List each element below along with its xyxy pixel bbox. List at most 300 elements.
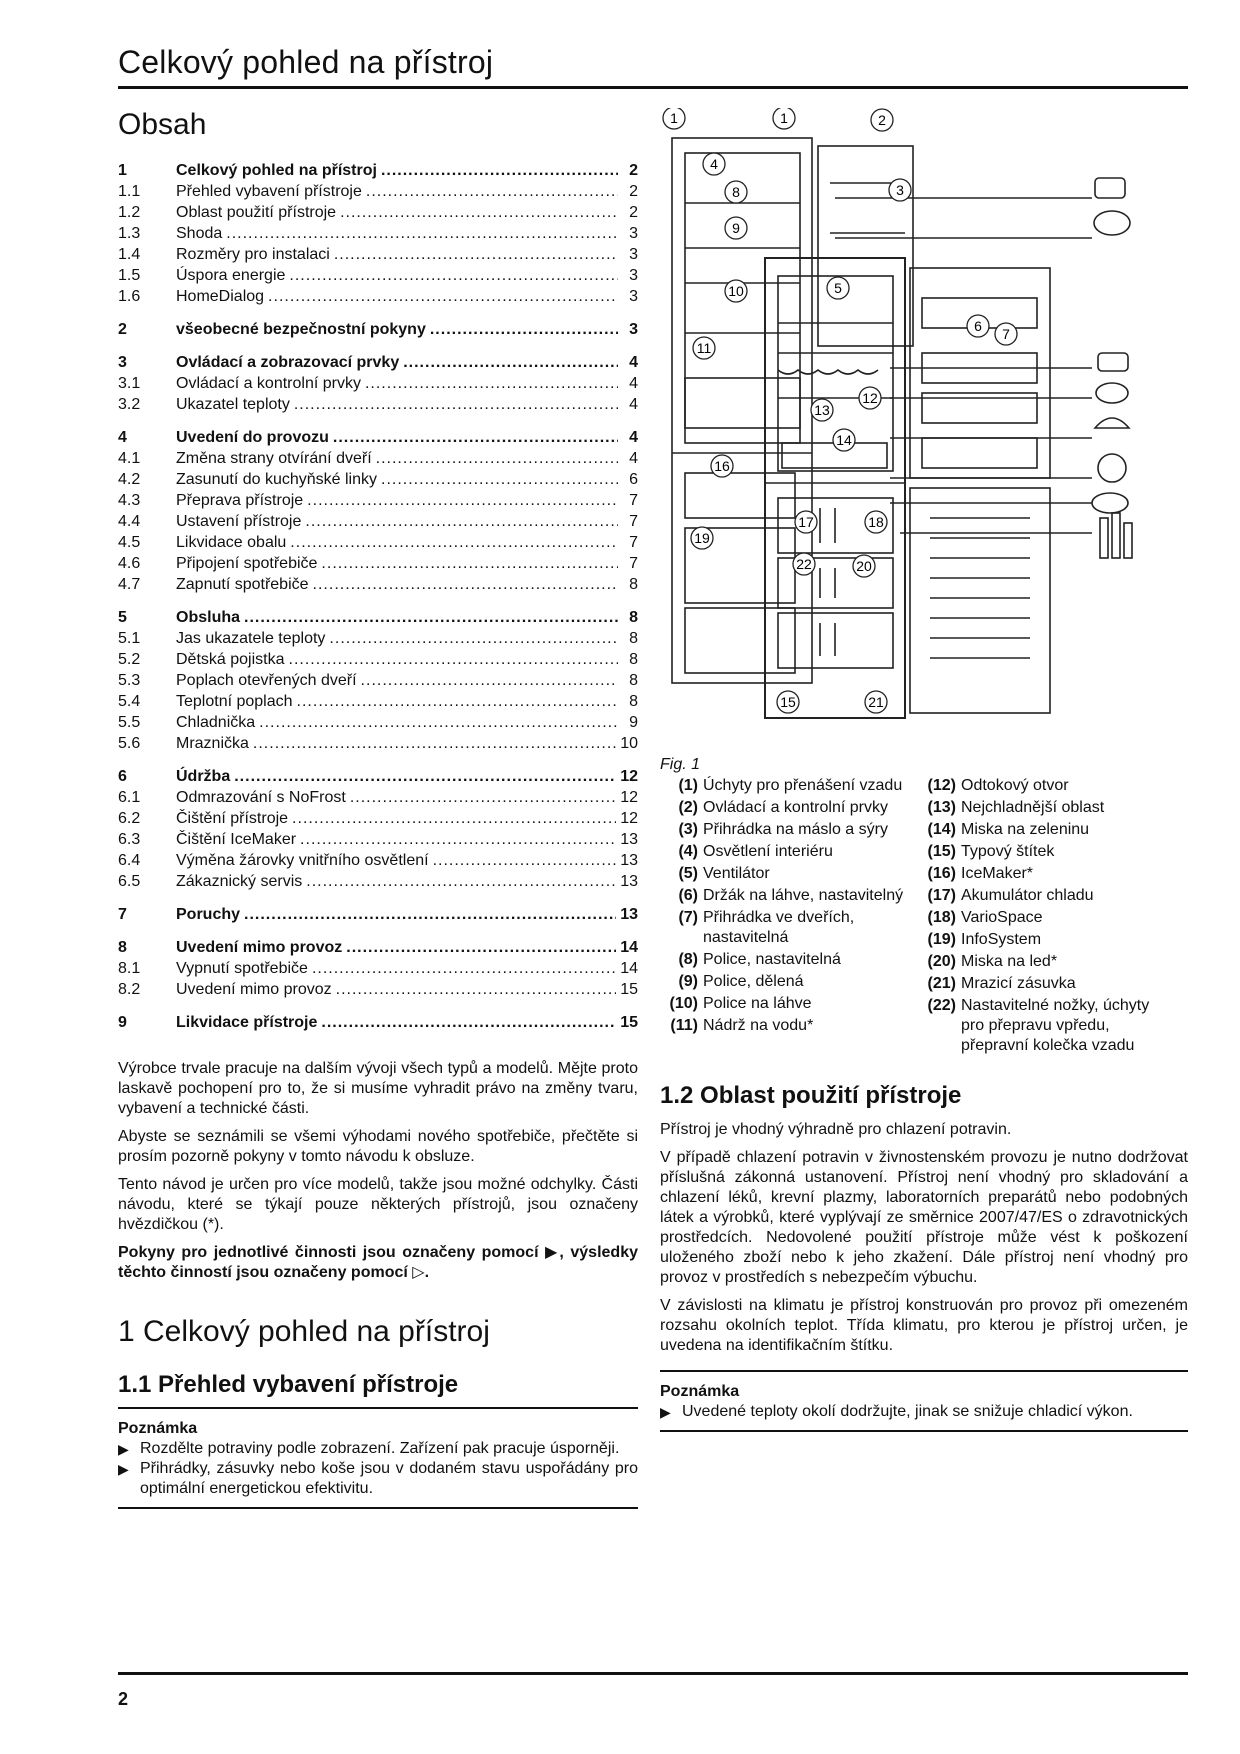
toc-leader-dots — [366, 181, 618, 202]
toc-entry-title: Výměna žárovky vnitřního osvětlení — [176, 852, 429, 869]
toc-leader-dots — [307, 490, 618, 511]
toc-leader-dots — [268, 286, 618, 307]
toc-entry[interactable] — [118, 937, 638, 958]
toc-leader-dots — [313, 574, 618, 595]
toc-entry-title: Přeprava přístroje — [176, 492, 304, 509]
toc-entry-title: Ukazatel teploty — [176, 396, 290, 413]
fridge-figure — [660, 108, 1188, 748]
toc-entry[interactable] — [118, 265, 638, 286]
page-footer — [118, 1672, 1188, 1710]
note-title: Poznámka — [118, 1420, 198, 1437]
section-1-2-heading: 1.2 Oblast použití přístroje — [660, 1082, 962, 1109]
toc-entry-number: 5.3 — [118, 672, 141, 689]
toc-group — [118, 607, 638, 754]
legend-text: Mrazicí zásuvka — [961, 975, 1076, 992]
toc-entry-title: Uvedení mimo provoz — [176, 939, 343, 956]
note-item — [118, 1459, 638, 1499]
toc-entry[interactable] — [118, 373, 638, 394]
legend-number: (15) — [927, 843, 956, 860]
toc-entry[interactable] — [118, 787, 638, 808]
toc-entry[interactable] — [118, 244, 638, 265]
toc-leader-dots — [306, 871, 616, 892]
toc-entry-number: 4.5 — [118, 534, 141, 551]
toc-group — [118, 766, 638, 892]
toc-entry-number: 1.2 — [118, 204, 141, 221]
toc-entry[interactable] — [118, 319, 638, 340]
toc-entry-number: 4.2 — [118, 471, 141, 488]
toc-entry-title: Zákaznický servis — [176, 873, 303, 890]
callout-label: 13 — [814, 402, 830, 418]
arrow-icon: ▶ — [660, 1404, 671, 1420]
left-column — [118, 108, 638, 1509]
toc-entry[interactable] — [118, 469, 638, 490]
legend-right-column — [918, 776, 1176, 1058]
toc-entry-title: Ovládací a zobrazovací prvky — [176, 354, 400, 371]
toc-leader-dots — [289, 265, 618, 286]
toc-entry[interactable] — [118, 352, 638, 373]
toc-entry[interactable] — [118, 979, 638, 1000]
toc-entry-number: 9 — [118, 1014, 127, 1031]
toc-entry-page: 8 — [629, 693, 638, 710]
legend-item — [660, 994, 918, 1014]
toc-group — [118, 1012, 638, 1033]
callout-label: 16 — [714, 458, 730, 474]
callout-label: 6 — [974, 318, 982, 334]
callout-label: 7 — [1002, 326, 1010, 342]
toc-entry-number: 8.2 — [118, 981, 141, 998]
callout-label: 9 — [732, 220, 740, 236]
toc-entry[interactable] — [118, 394, 638, 415]
toc-entry[interactable] — [118, 808, 638, 829]
toc-group — [118, 352, 638, 415]
toc-leader-dots — [300, 829, 616, 850]
note-box — [118, 1419, 638, 1509]
toc-group — [118, 160, 638, 307]
toc-entry-title: Poplach otevřených dveří — [176, 672, 357, 689]
toc-entry-title: Vypnutí spotřebiče — [176, 960, 308, 977]
callout-label: 1 — [670, 110, 678, 126]
toc-entry-number: 5.5 — [118, 714, 141, 731]
legend-number: (2) — [678, 799, 698, 816]
legend-text: Typový štítek — [961, 843, 1055, 860]
toc-entry-number: 5.2 — [118, 651, 141, 668]
toc-entry-title: Chladnička — [176, 714, 256, 731]
toc-entry-page: 4 — [629, 450, 638, 467]
toc-entry-number: 7 — [118, 906, 127, 923]
toc-leader-dots — [259, 712, 618, 733]
toc-leader-dots — [294, 394, 618, 415]
toc-entry-title: Přehled vybavení přístroje — [176, 183, 362, 200]
section-1-1-heading: 1.1 Přehled vybavení přístroje — [118, 1371, 638, 1409]
toc-leader-dots — [253, 733, 616, 754]
toc-entry-page: 4 — [629, 354, 638, 371]
toc-entry-page: 7 — [629, 513, 638, 530]
toc-leader-dots — [305, 511, 618, 532]
legend-text: Přihrádka ve dveřích, nastavitelná — [703, 909, 855, 946]
toc-leader-dots — [336, 979, 617, 1000]
toc-leader-dots — [381, 469, 618, 490]
toc-entry-title: Zasunutí do kuchyňské linky — [176, 471, 377, 488]
toc-leader-dots — [321, 553, 618, 574]
toc-entry-page: 7 — [629, 534, 638, 551]
toc-entry[interactable] — [118, 181, 638, 202]
toc-entry-number: 2 — [118, 321, 127, 338]
toc-leader-dots — [334, 244, 618, 265]
toc-entry-page: 14 — [620, 939, 638, 956]
toc-entry-page: 15 — [620, 1014, 638, 1031]
toc-entry-page: 3 — [629, 321, 638, 338]
legend-item — [918, 842, 1176, 862]
legend-item — [660, 1016, 918, 1036]
legend-number: (9) — [678, 973, 698, 990]
toc-entry[interactable] — [118, 223, 638, 244]
toc-entry[interactable] — [118, 286, 638, 307]
legend-item — [918, 908, 1176, 928]
legend-number: (20) — [927, 953, 956, 970]
callout-label: 8 — [732, 184, 740, 200]
toc-entry-page: 8 — [629, 672, 638, 689]
toc-entry-title: všeobecné bezpečnostní pokyny — [176, 321, 426, 338]
legend-number: (7) — [678, 909, 698, 926]
toc-entry-page: 3 — [629, 246, 638, 263]
right-column — [660, 108, 1188, 1432]
toc-entry[interactable] — [118, 733, 638, 754]
toc-entry-title: Rozměry pro instalaci — [176, 246, 330, 263]
intro-paragraph: Výrobce trvale pracuje na dalším vývoji všech typů a modelů. Mějte proto laskavě pochopení pro to, že si musíme vyhradit právo na změny tvaru, vybavení a technické části. — [118, 1060, 638, 1117]
toc-leader-dots — [289, 649, 619, 670]
legend-number: (4) — [678, 843, 698, 860]
toc-entry-number: 6.4 — [118, 852, 141, 869]
legend-text: Police na láhve — [703, 995, 812, 1012]
callout-label: 5 — [834, 280, 842, 296]
legend-item — [660, 798, 918, 818]
toc-entry[interactable] — [118, 160, 638, 181]
callout-label: 20 — [856, 558, 872, 574]
note-item-text: Přihrádky, zásuvky nebo koše jsou v dodaném stavu uspořádány pro optimální energetickou efektivitu. — [140, 1460, 638, 1497]
legend-text: Úchyty pro přenášení vzadu — [703, 777, 903, 794]
toc-entry-number: 6.5 — [118, 873, 141, 890]
toc-entry-number: 4.1 — [118, 450, 141, 467]
toc-leader-dots — [346, 937, 616, 958]
intro-text — [118, 1059, 638, 1283]
toc-entry-number: 5.4 — [118, 693, 141, 710]
toc-entry-title: Obsluha — [176, 609, 241, 626]
note-box — [660, 1370, 1188, 1432]
toc-entry[interactable] — [118, 670, 638, 691]
callout-label: 12 — [862, 390, 878, 406]
toc-leader-dots — [297, 691, 618, 712]
figure-legend — [660, 776, 1188, 1058]
note-title: Poznámka — [660, 1383, 740, 1400]
page-header — [118, 44, 1188, 89]
toc-leader-dots — [244, 607, 618, 628]
toc-entry-number: 6.1 — [118, 789, 141, 806]
callout-label: 1 — [780, 110, 788, 126]
arrow-icon: ▶ — [118, 1441, 129, 1457]
toc-leader-dots — [350, 787, 616, 808]
toc-entry-title: Likvidace přístroje — [176, 1014, 318, 1031]
toc-entry-number: 3.1 — [118, 375, 141, 392]
legend-text: Ventilátor — [703, 865, 770, 882]
toc-entry-title: Ustavení přístroje — [176, 513, 302, 530]
callout-label: 19 — [694, 530, 710, 546]
legend-number: (18) — [927, 909, 956, 926]
toc-leader-dots — [244, 904, 616, 925]
legend-number: (21) — [927, 975, 956, 992]
toc-entry[interactable] — [118, 766, 638, 787]
legend-item — [918, 776, 1176, 796]
note-item-text: Rozdělte potraviny podle zobrazení. Zařízení pak pracuje úsporněji. — [140, 1440, 620, 1457]
legend-number: (14) — [927, 821, 956, 838]
intro-paragraph: Abyste se seznámili se všemi výhodami nového spotřebiče, přečtěte si prosím pozorně pokyny v tomto návodu k obsluze. — [118, 1128, 638, 1165]
legend-number: (11) — [670, 1017, 698, 1034]
toc-entry-page: 13 — [620, 831, 638, 848]
toc-entry-title: Mraznička — [176, 735, 249, 752]
toc-leader-dots — [226, 223, 618, 244]
toc-entry-number: 6 — [118, 768, 127, 785]
toc-leader-dots — [376, 448, 618, 469]
toc-entry[interactable] — [118, 448, 638, 469]
note-item — [660, 1402, 1188, 1422]
legend-text: IceMaker* — [961, 865, 1034, 882]
toc-entry[interactable] — [118, 871, 638, 892]
toc-entry-number: 4.4 — [118, 513, 141, 530]
toc-entry-page: 8 — [629, 576, 638, 593]
toc-entry-page: 10 — [620, 735, 638, 752]
legend-text: Nádrž na vodu* — [703, 1017, 814, 1034]
toc-entry-title: Změna strany otvírání dveří — [176, 450, 372, 467]
toc-entry-number: 1.5 — [118, 267, 141, 284]
toc-entry[interactable] — [118, 904, 638, 925]
toc-entry[interactable] — [118, 553, 638, 574]
toc-entry-title: Likvidace obalu — [176, 534, 287, 551]
toc-entry[interactable] — [118, 628, 638, 649]
legend-number: (10) — [669, 995, 698, 1012]
note-item — [118, 1439, 638, 1459]
legend-item — [918, 798, 1176, 818]
legend-item — [918, 886, 1176, 906]
legend-number: (12) — [927, 777, 956, 794]
toc-entry-page: 2 — [629, 162, 638, 179]
legend-text: Police, nastavitelná — [703, 951, 841, 968]
toc-entry-page: 9 — [629, 714, 638, 731]
toc-group — [118, 427, 638, 595]
legend-number: (1) — [678, 777, 698, 794]
toc-leader-dots — [290, 532, 618, 553]
toc-entry-title: Uvedení do provozu — [176, 429, 329, 446]
toc-group — [118, 319, 638, 340]
toc-entry-title: Uvedení mimo provoz — [176, 981, 332, 998]
legend-text: Ovládací a kontrolní prvky — [703, 799, 888, 816]
callout-label: 17 — [798, 514, 814, 530]
toc-entry-page: 3 — [629, 288, 638, 305]
toc-entry-number: 4.7 — [118, 576, 141, 593]
legend-item — [660, 776, 918, 796]
toc-entry-title: Údržba — [176, 768, 231, 785]
legend-text: Miska na zeleninu — [961, 821, 1090, 838]
legend-number: (3) — [678, 821, 698, 838]
toc-entry-number: 6.2 — [118, 810, 141, 827]
toc-entry-number: 4.6 — [118, 555, 141, 572]
toc-entry-page: 7 — [629, 492, 638, 509]
legend-item — [918, 996, 1176, 1056]
toc-entry-title: Oblast použití přístroje — [176, 204, 337, 221]
fridge-illustration — [660, 108, 1188, 748]
toc-leader-dots — [292, 808, 616, 829]
toc-entry[interactable] — [118, 712, 638, 733]
toc-entry-number: 8 — [118, 939, 127, 956]
legend-number: (22) — [927, 997, 956, 1014]
legend-item — [660, 908, 918, 948]
legend-number: (8) — [678, 951, 698, 968]
legend-text: Akumulátor chladu — [961, 887, 1094, 904]
toc-entry-page: 2 — [629, 183, 638, 200]
toc-entry-page: 15 — [620, 981, 638, 998]
toc-entry-title: HomeDialog — [176, 288, 265, 305]
legend-text: VarioSpace — [961, 909, 1043, 926]
arrow-icon: ▶ — [118, 1461, 129, 1477]
table-of-contents — [118, 160, 638, 1033]
legend-text: Přihrádka na máslo a sýry — [703, 821, 888, 838]
toc-leader-dots — [234, 766, 616, 787]
toc-entry-title: Ovládací a kontrolní prvky — [176, 375, 361, 392]
legend-item — [918, 930, 1176, 950]
callout-label: 22 — [796, 556, 812, 572]
toc-entry-number: 3 — [118, 354, 127, 371]
section-paragraph: V případě chlazení potravin v živnostenském provozu je nutno dodržovat příslušná zákonná ustanovení. Přístroj není vhodný pro skladování a chlazení léků, krevní plazmy, laboratorních preparátů nebo podobných látek a výrobků, které vyplývají ze směrnice 2007/47/ES o zdravotnických prostředcích. Nedovolené použití přístroje může vést k poškození uloženého zboží nebo k jeho zkažení. Dále přístroj není vhodný pro provoz v prostředích s nebezpečím výbuchu. — [660, 1149, 1188, 1286]
toc-entry-page: 13 — [620, 873, 638, 890]
toc-leader-dots — [321, 1012, 616, 1033]
instruction-legend: Pokyny pro jednotlivé činnosti jsou označeny pomocí ▶, výsledky těchto činností jsou označeny pomocí ▷. — [118, 1244, 638, 1281]
toc-entry-number: 1 — [118, 162, 127, 179]
legend-item — [918, 864, 1176, 884]
toc-entry-page: 4 — [629, 396, 638, 413]
legend-number: (6) — [678, 887, 698, 904]
note-item-text: Uvedené teploty okolí dodržujte, jinak se snižuje chladicí výkon. — [682, 1403, 1133, 1420]
legend-number: (17) — [927, 887, 956, 904]
toc-entry[interactable] — [118, 532, 638, 553]
legend-text: Nastavitelné nožky, úchyty pro přepravu vpředu, přepravní kolečka vzadu — [961, 997, 1150, 1054]
legend-left-column — [660, 776, 918, 1058]
toc-entry-page: 8 — [629, 630, 638, 647]
toc-leader-dots — [403, 352, 618, 373]
toc-entry[interactable] — [118, 829, 638, 850]
legend-text: Držák na láhve, nastavitelný — [703, 887, 904, 904]
section-paragraph: Přístroj je vhodný výhradně pro chlazení potravin. — [660, 1121, 1012, 1138]
toc-entry-title: Čištění IceMaker — [176, 831, 297, 848]
toc-entry-page: 12 — [620, 768, 638, 785]
toc-entry-number: 1.1 — [118, 183, 141, 200]
toc-entry-page: 12 — [620, 789, 638, 806]
legend-item — [918, 974, 1176, 994]
toc-entry-title: Dětská pojistka — [176, 651, 285, 668]
legend-item — [660, 842, 918, 862]
legend-item — [660, 864, 918, 884]
toc-entry-page: 6 — [629, 471, 638, 488]
toc-entry[interactable] — [118, 691, 638, 712]
toc-entry-page: 8 — [629, 651, 638, 668]
toc-entry-title: Připojení spotřebiče — [176, 555, 318, 572]
toc-entry-page: 13 — [620, 906, 638, 923]
toc-entry-page: 3 — [629, 225, 638, 242]
legend-number: (16) — [927, 865, 956, 882]
toc-leader-dots — [333, 427, 618, 448]
toc-entry[interactable] — [118, 427, 638, 448]
section-1-heading: 1 Celkový pohled na přístroj — [118, 1315, 490, 1348]
legend-text: Miska na led* — [961, 953, 1058, 970]
callout-label: 14 — [836, 432, 852, 448]
legend-number: (13) — [927, 799, 956, 816]
toc-entry-title: Zapnutí spotřebiče — [176, 576, 309, 593]
toc-entry-number: 1.6 — [118, 288, 141, 305]
toc-title: Obsah — [118, 108, 207, 141]
toc-entry[interactable] — [118, 511, 638, 532]
toc-entry-number: 8.1 — [118, 960, 141, 977]
toc-entry-number: 4 — [118, 429, 127, 446]
toc-entry-title: Jas ukazatele teploty — [176, 630, 326, 647]
figure-caption: Fig. 1 — [660, 756, 701, 773]
toc-leader-dots — [365, 373, 618, 394]
toc-entry[interactable] — [118, 649, 638, 670]
legend-number: (5) — [678, 865, 698, 882]
toc-entry-number: 1.4 — [118, 246, 141, 263]
toc-entry-page: 13 — [620, 852, 638, 869]
toc-entry-title: Teplotní poplach — [176, 693, 293, 710]
toc-entry-page: 7 — [629, 555, 638, 572]
callout-label: 3 — [896, 182, 904, 198]
legend-number: (19) — [927, 931, 956, 948]
toc-entry-page: 14 — [620, 960, 638, 977]
page-number: 2 — [118, 1689, 129, 1709]
page-title: Celkový pohled na přístroj — [118, 44, 494, 80]
section-paragraph: V závislosti na klimatu je přístroj konstruován pro provoz při omezeném rozsahu okolních teplot. Třída klimatu, pro kterou je přístroj určen, je uvedena na identifikačním štítku. — [660, 1297, 1188, 1354]
toc-leader-dots — [433, 850, 617, 871]
toc-entry[interactable] — [118, 1012, 638, 1033]
toc-entry[interactable] — [118, 490, 638, 511]
toc-entry-title: Odmrazování s NoFrost — [176, 789, 346, 806]
toc-entry-page: 3 — [629, 267, 638, 284]
toc-leader-dots — [329, 628, 618, 649]
legend-text: InfoSystem — [961, 931, 1042, 948]
toc-leader-dots — [312, 958, 616, 979]
toc-entry[interactable] — [118, 850, 638, 871]
legend-text: Police, dělená — [703, 973, 804, 990]
toc-entry-number: 4.3 — [118, 492, 141, 509]
toc-group — [118, 904, 638, 925]
legend-item — [918, 952, 1176, 972]
toc-leader-dots — [340, 202, 618, 223]
legend-item — [660, 820, 918, 840]
toc-entry[interactable] — [118, 202, 638, 223]
legend-text: Osvětlení interiéru — [703, 843, 833, 860]
toc-leader-dots — [361, 670, 618, 691]
toc-entry[interactable] — [118, 607, 638, 628]
toc-entry-page: 2 — [629, 204, 638, 221]
toc-entry-title: Čištění přístroje — [176, 810, 289, 827]
toc-entry-title: Shoda — [176, 225, 223, 242]
toc-entry-page: 8 — [629, 609, 638, 626]
legend-text: Odtokový otvor — [961, 777, 1069, 794]
callout-label: 2 — [878, 112, 886, 128]
toc-entry[interactable] — [118, 574, 638, 595]
toc-entry[interactable] — [118, 958, 638, 979]
legend-item — [660, 972, 918, 992]
callout-label: 11 — [696, 340, 712, 356]
toc-entry-title: Poruchy — [176, 906, 241, 923]
legend-item — [660, 950, 918, 970]
toc-entry-number: 1.3 — [118, 225, 141, 242]
toc-entry-title: Úspora energie — [176, 267, 286, 284]
